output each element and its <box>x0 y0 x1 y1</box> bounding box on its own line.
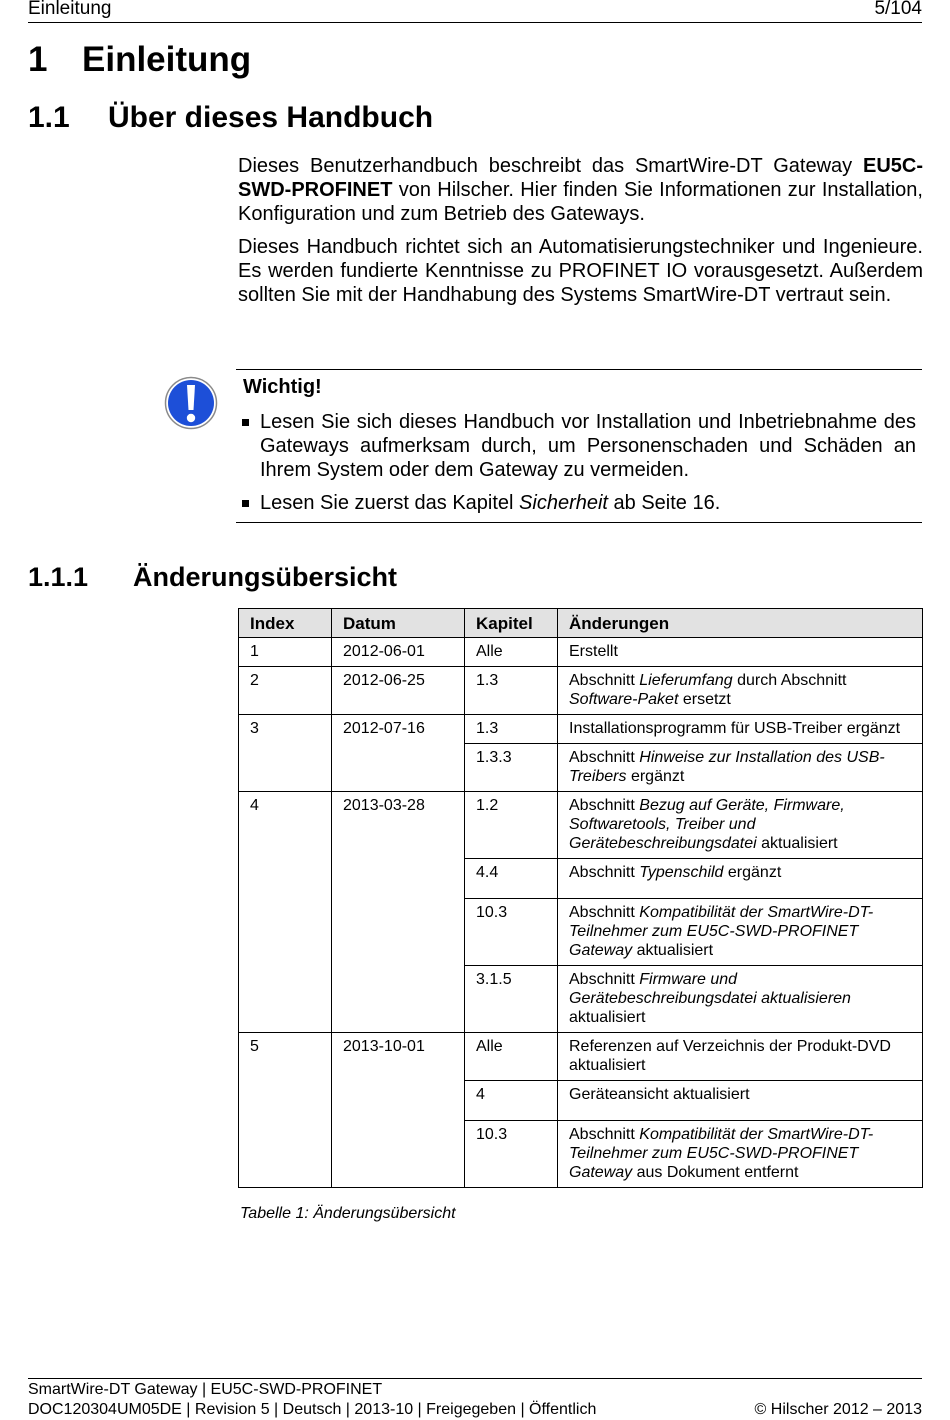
change-text: aus Dokument entfernt <box>632 1164 799 1181</box>
header-section: Einleitung <box>28 0 112 19</box>
cell-index-empty <box>239 966 332 1033</box>
section-reference: Hinweise zur Installation des USB-Treibers <box>569 749 885 785</box>
cell-chapter: 10.3 <box>465 1121 558 1188</box>
important-exclamation-icon <box>164 376 218 430</box>
change-text: Abschnitt <box>569 1126 640 1143</box>
intro-text-b: von Hilscher. Hier finden Sie Informationen zur Installation, Konfiguration und zum Betrieb des Gateways. <box>238 179 923 225</box>
cell-chapter: 4.4 <box>465 859 558 899</box>
table-row <box>239 1121 923 1188</box>
cell-chapter: Alle <box>465 1033 558 1081</box>
table-row <box>239 1033 923 1081</box>
cell-change <box>558 792 923 859</box>
chapter-heading <box>28 40 251 80</box>
cell-change <box>558 1121 923 1188</box>
cell-chapter: 10.3 <box>465 899 558 966</box>
footer-document-info: DOC120304UM05DE | Revision 5 | Deutsch | 2013-10 | Freigegeben | Öffentlich <box>28 1401 597 1418</box>
chapter-title: Einleitung <box>82 40 252 79</box>
table-row <box>239 638 923 667</box>
section-number: 1.1 <box>28 101 70 134</box>
page-footer <box>28 1378 922 1418</box>
cell-chapter: 3.1.5 <box>465 966 558 1033</box>
footer-copyright: © Hilscher 2012 – 2013 <box>754 1401 922 1418</box>
table-row <box>239 744 923 792</box>
cell-date-empty <box>332 966 465 1033</box>
chapter-number: 1 <box>28 40 48 79</box>
change-text: aktualisiert <box>632 942 714 959</box>
cell-date-empty <box>332 859 465 899</box>
cell-chapter: 1.3 <box>465 715 558 744</box>
cell-change: Installationsprogramm für USB-Treiber ergänzt <box>558 715 923 744</box>
change-text: Abschnitt <box>569 749 640 766</box>
table-row <box>239 715 923 744</box>
cell-date: 2013-03-28 <box>332 792 465 859</box>
subsection-title: Änderungsübersicht <box>133 562 398 592</box>
cell-change <box>558 859 923 899</box>
important-note <box>236 369 922 523</box>
table-header-row <box>239 609 923 638</box>
section-reference: Lieferumfang <box>639 672 733 689</box>
table-row <box>239 792 923 859</box>
section-reference: Bezug auf Geräte, Firmware, Softwaretools, Treiber und Gerätebeschreibungsdatei <box>569 797 845 852</box>
cell-chapter: 1.3 <box>465 667 558 715</box>
cell-chapter: 1.3.3 <box>465 744 558 792</box>
cell-index: 5 <box>239 1033 332 1081</box>
cell-date: 2012-06-01 <box>332 638 465 667</box>
note-item-text: Lesen Sie zuerst das Kapitel <box>260 492 520 514</box>
note-title: Wichtig! <box>243 376 322 398</box>
cell-change <box>558 667 923 715</box>
subsection-heading <box>28 562 397 593</box>
cell-change <box>558 899 923 966</box>
section-reference: Kompatibilität der SmartWire-DT-Teilnehmer zum EU5C-SWD-PROFINET Gateway <box>569 1126 874 1181</box>
cell-index-empty <box>239 859 332 899</box>
cell-chapter: 4 <box>465 1081 558 1121</box>
subsection-number: 1.1.1 <box>28 562 89 592</box>
cell-index: 2 <box>239 667 332 715</box>
change-text: ersetzt <box>678 691 731 708</box>
cell-index-empty <box>239 1121 332 1188</box>
change-history-table <box>238 608 923 1188</box>
cell-date-empty <box>332 1081 465 1121</box>
cell-chapter: 1.2 <box>465 792 558 859</box>
change-text: Abschnitt <box>569 672 640 689</box>
change-text: Abschnitt <box>569 971 640 988</box>
section-reference: Typenschild <box>639 864 724 881</box>
column-header-date: Datum <box>332 609 465 638</box>
note-item-text: ab Seite 16. <box>607 492 721 514</box>
cell-date-empty <box>332 899 465 966</box>
intro-paragraph <box>238 154 923 226</box>
cell-chapter: Alle <box>465 638 558 667</box>
column-header-chapter: Kapitel <box>465 609 558 638</box>
change-text: durch Abschnitt <box>732 672 847 689</box>
bullet-icon <box>242 500 249 507</box>
cell-index-empty <box>239 1081 332 1121</box>
section-heading <box>28 101 433 135</box>
audience-paragraph: Dieses Handbuch richtet sich an Automatisierungstechniker und Ingenieure. Es werden fundierte Kenntnisse zu PROFINET IO vorausgesetzt. Außerdem sollten Sie mit der Handhabung des Systems SmartWire-DT vertraut sein. <box>238 236 923 306</box>
cell-date: 2013-10-01 <box>332 1033 465 1081</box>
page-header <box>28 0 922 23</box>
change-text: Abschnitt <box>569 864 640 881</box>
cell-index-empty <box>239 744 332 792</box>
cell-change <box>558 966 923 1033</box>
note-item-text: Lesen Sie sich dieses Handbuch vor Installation und Inbetriebnahme des Gateways aufmerksam durch, um Personenschaden und Schäden an Ihrem System oder dem Gateway zu vermeiden. <box>260 411 916 481</box>
product-name: EU5C-SWD-PROFINET <box>238 155 923 201</box>
chapter-reference: Sicherheit <box>519 492 608 514</box>
section-title: Über dieses Handbuch <box>108 101 434 134</box>
footer-product: SmartWire-DT Gateway | EU5C-SWD-PROFINET <box>28 1381 383 1398</box>
cell-date: 2012-06-25 <box>332 667 465 715</box>
change-text: Abschnitt <box>569 904 640 921</box>
cell-change: Geräteansicht aktualisiert <box>558 1081 923 1121</box>
cell-index-empty <box>239 899 332 966</box>
cell-date-empty <box>332 744 465 792</box>
section-reference: Software-Paket <box>569 691 679 708</box>
cell-date-empty <box>332 1121 465 1188</box>
section-reference: Firmware und Gerätebeschreibungsdatei aktualisieren <box>569 971 851 1007</box>
change-text: aktualisiert <box>756 835 838 852</box>
header-page-number: 5/104 <box>874 0 922 19</box>
cell-index: 1 <box>239 638 332 667</box>
table-row <box>239 859 923 899</box>
note-item <box>260 491 916 515</box>
table-row <box>239 1081 923 1121</box>
cell-date: 2012-07-16 <box>332 715 465 744</box>
cell-change: Referenzen auf Verzeichnis der Produkt-DVD aktualisiert <box>558 1033 923 1081</box>
change-text: ergänzt <box>626 768 685 785</box>
cell-index: 4 <box>239 792 332 859</box>
cell-change <box>558 744 923 792</box>
section-reference: Kompatibilität der SmartWire-DT-Teilnehmer zum EU5C-SWD-PROFINET Gateway <box>569 904 874 959</box>
change-text: ergänzt <box>723 864 782 881</box>
table-row <box>239 966 923 1033</box>
bullet-icon <box>242 419 249 426</box>
table-caption: Tabelle 1: Änderungsübersicht <box>240 1205 456 1222</box>
intro-text-a: Dieses Benutzerhandbuch beschreibt das SmartWire-DT Gateway <box>238 155 863 177</box>
table-row <box>239 667 923 715</box>
column-header-changes: Änderungen <box>558 609 923 638</box>
change-text: Abschnitt <box>569 797 640 814</box>
change-text: aktualisiert <box>569 1009 646 1026</box>
cell-change: Erstellt <box>558 638 923 667</box>
cell-index: 3 <box>239 715 332 744</box>
note-item <box>260 410 916 482</box>
table-row <box>239 899 923 966</box>
column-header-index: Index <box>239 609 332 638</box>
